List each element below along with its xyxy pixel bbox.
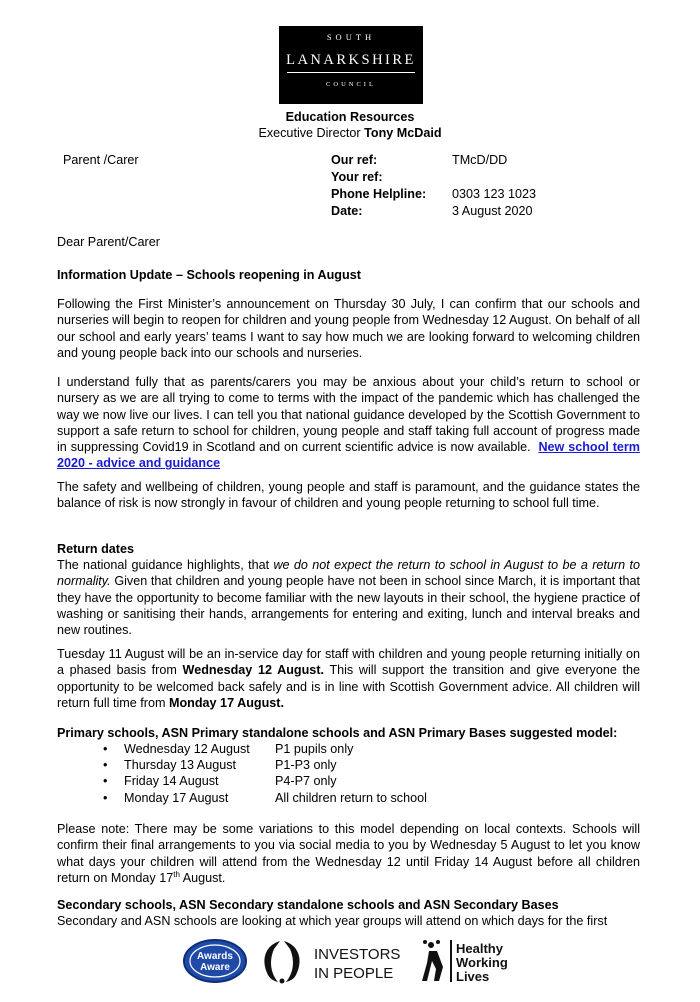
awards-line1: Awards <box>197 951 233 962</box>
secondary-heading: Secondary schools, ASN Secondary standalone schools and ASN Secondary Bases <box>57 898 559 912</box>
schedule-day: Monday 17 August <box>124 791 229 805</box>
note-end: August. <box>179 870 226 885</box>
logo-divider <box>287 72 415 73</box>
paragraph-announcement: Following the First Minister’s announcement on Thursday 30 July, I can confirm that our schools and nurseries will begin to reopen for children and young people from Wednesday 12 August. On behalf of all our school and early years’ teams I want to say how much we are looking forward to welcoming children and young people back into our schools and nurseries. <box>57 297 640 360</box>
schedule-row <box>0 790 700 806</box>
letter-subject: Information Update – Schools reopening in August <box>57 268 361 282</box>
schedule-group: P4-P7 only <box>275 774 337 788</box>
logo-line-council: COUNCIL <box>326 81 376 88</box>
schedule-row <box>0 757 700 773</box>
paragraph-secondary: Secondary and ASN schools are looking at which year groups will attend on which days for the first <box>57 914 608 928</box>
addressee: Parent /Carer <box>63 153 139 167</box>
schedule-group: P1 pupils only <box>275 742 354 756</box>
awards-aware-logo <box>182 937 248 985</box>
ref-label-phone: Phone Helpline: <box>331 187 427 201</box>
bullet: • <box>103 758 108 772</box>
hwl-line1: Healthy <box>456 941 503 956</box>
council-logo <box>279 26 423 104</box>
ref-label-your: Your ref: <box>331 170 383 184</box>
healthy-working-lives-logo <box>421 937 521 985</box>
schedule-group: All children return to school <box>275 791 427 805</box>
schedule-day: Thursday 13 August <box>124 758 237 772</box>
return-intro-rest: Given that children and young people have not been in school since March, it is important that they have the opportunity to become familiar with the new layouts in their school, the hygiene practice of washing or sanitising their hands, arrangements for entering and exiting, lunch and interval breaks and new routines. <box>57 574 640 638</box>
hwl-line3: Lives <box>456 969 490 984</box>
salutation: Dear Parent/Carer <box>57 235 160 249</box>
paragraph-guidance <box>57 374 640 472</box>
active-person-icon <box>422 940 443 981</box>
schedule-row <box>0 773 700 789</box>
paragraph-inservice <box>57 646 640 711</box>
return-intro: The national guidance highlights, that <box>57 558 274 572</box>
ref-value-phone: 0303 123 1023 <box>452 187 537 201</box>
schedule-row <box>0 741 700 757</box>
ref-value-our: TMcD/DD <box>452 153 508 167</box>
inservice-c: This will support the transition and give everyone the opportunity to be welcomed back safely and is in line with Scottish Government advice. All children will return full time from <box>57 663 640 710</box>
inservice-b: Wednesday 12 August. <box>182 663 325 678</box>
awards-line2: Aware <box>200 962 230 973</box>
logo-line-south: SOUTH <box>326 32 376 42</box>
hwl-line2: Working <box>456 955 508 970</box>
note-sup: th <box>173 869 180 879</box>
bullet: • <box>103 774 108 788</box>
note-text: Please note: There may be some variations to this model depending on local contexts. Schools will confirm their final arrangements to you via social media to you by Wednesday 5 August to let you know what days your children will attend from the Wednesday 12 until Friday 14 August before all children return on Monday 17 <box>57 822 640 885</box>
bullet: • <box>103 791 108 805</box>
department-name: Education Resources <box>285 110 415 124</box>
ref-value-date: 3 August 2020 <box>452 204 533 218</box>
schedule-day: Wednesday 12 August <box>124 742 250 756</box>
paragraph-note <box>57 821 640 886</box>
paragraph-safety: The safety and wellbeing of children, young people and staff is paramount, and the guidance states the balance of risk is now strongly in favour of children and young people returning to school full time. <box>57 480 640 511</box>
investors-in-people-logo <box>256 937 416 985</box>
laurel-wreath-icon <box>264 941 299 984</box>
guidance-link[interactable]: New school term 2020 - advice and guidance <box>57 440 641 471</box>
primary-heading: Primary schools, ASN Primary standalone schools and ASN Primary Bases suggested model: <box>57 726 618 740</box>
paragraph-return-dates <box>57 557 640 638</box>
return-dates-heading: Return dates <box>57 542 134 556</box>
bullet: • <box>103 742 108 756</box>
ref-label-date: Date: <box>331 204 363 218</box>
director-prefix: Executive Director <box>258 126 365 140</box>
director-name: Tony McDaid <box>364 126 442 140</box>
inservice-a: Tuesday 11 August will be an in-service day for staff with children and young people returning initially on a phased basis from <box>57 647 640 678</box>
ref-label-our: Our ref: <box>331 153 378 167</box>
schedule-group: P1-P3 only <box>275 758 337 772</box>
paragraph-guidance-text: I understand fully that as parents/carers you may be anxious about your child’s return to school or nursery as we are all trying to come to terms with the impact of the pandemic which has challenged the way we now live our lives. I can tell you that national guidance developed by the Scottish Government to support a safe return to school for children, young people and staff taking full account of progress made in suppressing Covid19 in Scotland and on current scientific advice is now available. <box>57 375 640 455</box>
director-line <box>0 125 700 141</box>
iip-line1: INVESTORS <box>314 946 401 963</box>
logo-line-lanarkshire: LANARKSHIRE <box>286 52 416 68</box>
inservice-d: Monday 17 August. <box>168 695 284 710</box>
schedule-day: Friday 14 August <box>124 774 219 788</box>
return-intro-italic: we do not expect the return to school in August to be a return to normality. <box>57 558 640 589</box>
iip-line2: IN PEOPLE <box>314 965 394 982</box>
